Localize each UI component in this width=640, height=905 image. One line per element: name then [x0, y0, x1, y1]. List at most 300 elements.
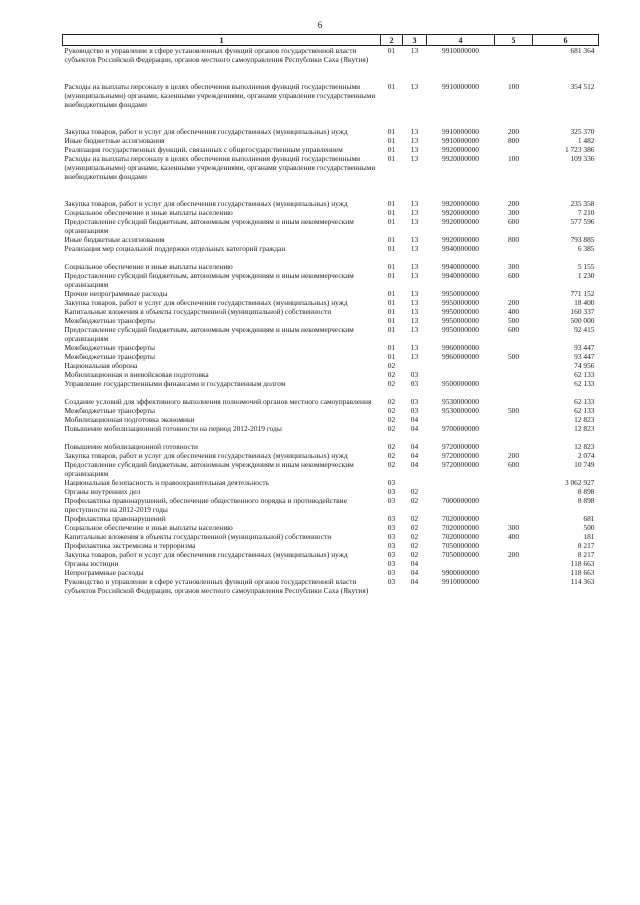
subsection-code: 04 — [410, 415, 419, 424]
target-article-code: 7050000000 — [442, 550, 479, 559]
item-name: Руководство и управление в сфере установленных функций органов государственной власти субъектов Российской Федерации, органов местного самоуправления Республики Саха (Якутия) — [64, 577, 369, 595]
item-name: Межбюджетные трансферты — [64, 406, 155, 415]
expense-type-code — [495, 145, 533, 154]
amount: 93 447 — [574, 343, 595, 352]
expense-type-code — [495, 442, 533, 451]
table-row — [63, 46, 599, 65]
amount: 1 482 — [577, 136, 595, 145]
subsection-code: 02 — [410, 541, 419, 550]
subsection-code: 04 — [410, 577, 419, 586]
expense-type-code: 500 — [507, 316, 520, 325]
item-name: Реализация государственных функций, связанных с общегосударственным управлением — [64, 145, 343, 154]
subsection-code: 13 — [410, 145, 419, 154]
section-code: 01 — [387, 343, 396, 352]
subsection-code: 03 — [410, 370, 419, 379]
section-code: 01 — [387, 235, 396, 244]
section-code: 01 — [387, 82, 396, 91]
expense-type-code — [495, 361, 533, 370]
expense-type-code — [495, 397, 533, 406]
target-article-code — [427, 487, 495, 496]
item-name: Повышение мобилизационной готовности — [64, 442, 199, 451]
item-name: Органы внутренних дел — [64, 487, 141, 496]
section-code: 02 — [387, 361, 396, 370]
section-code: 02 — [387, 442, 396, 451]
amount: 12 823 — [574, 442, 595, 451]
subsection-code: 13 — [410, 325, 419, 334]
target-article-code: 9500000000 — [442, 379, 479, 388]
amount: 114 363 — [570, 577, 595, 586]
target-article-code: 9910000000 — [442, 577, 479, 586]
amount: 109 336 — [570, 154, 595, 163]
item-name: Повышение мобилизационной готовности на период 2012-2019 годы — [64, 424, 282, 433]
expense-type-code: 200 — [507, 550, 520, 559]
section-code: 02 — [387, 379, 396, 388]
table-header-row — [63, 35, 599, 46]
section-code: 03 — [387, 532, 396, 541]
amount: 160 337 — [570, 307, 595, 316]
expense-type-code — [495, 496, 533, 514]
section-code: 01 — [387, 298, 396, 307]
amount: 181 — [583, 532, 595, 541]
amount: 5 155 — [577, 262, 595, 271]
expense-type-code: 300 — [507, 262, 520, 271]
table-row — [63, 397, 599, 406]
section-code: 02 — [387, 406, 396, 415]
subsection-code: 13 — [410, 262, 419, 271]
amount: 8 217 — [577, 550, 595, 559]
subsection-code: 13 — [410, 154, 419, 163]
table-row — [63, 145, 599, 154]
target-article-code: 9960000000 — [442, 343, 479, 352]
section-code: 03 — [387, 541, 396, 550]
table-row — [63, 136, 599, 145]
item-name: Руководство и управление в сфере установленных функций органов государственной власти субъектов Российской Федерации, органов местного самоуправления Республики Саха (Якутия) — [64, 46, 369, 64]
subsection-code: 04 — [410, 451, 419, 460]
item-name: Иные бюджетные ассигнования — [64, 235, 165, 244]
target-article-code: 9920000000 — [442, 208, 479, 217]
table-row — [63, 478, 599, 487]
table-row — [63, 244, 599, 253]
item-name: Предоставление субсидий бюджетным, автономным учреждениям и иным некоммерческим организациям — [64, 217, 354, 235]
section-code: 01 — [387, 307, 396, 316]
amount: 12 823 — [574, 424, 595, 433]
item-name: Закупка товаров, работ и услуг для обеспечения государственных (муниципальных) нужд — [64, 451, 348, 460]
expense-type-code — [495, 559, 533, 568]
table-row — [63, 406, 599, 415]
expense-type-code: 600 — [507, 217, 520, 226]
amount: 354 512 — [570, 82, 595, 91]
item-name: Национальная оборона — [64, 361, 138, 370]
item-name: Профилактика экстремизма и терроризма — [64, 541, 196, 550]
section-code: 03 — [387, 577, 396, 586]
expense-type-code — [495, 289, 533, 298]
table-row — [63, 487, 599, 496]
column-header: 4 — [427, 35, 495, 46]
table-row — [63, 451, 599, 460]
table-row — [63, 289, 599, 298]
subsection-code: 03 — [410, 406, 419, 415]
subsection-code: 13 — [410, 82, 419, 91]
section-code: 03 — [387, 496, 396, 505]
subsection-code: 03 — [410, 379, 419, 388]
item-name: Предоставление субсидий бюджетным, автономным учреждениям и иным некоммерческим организациям — [64, 271, 354, 289]
section-code: 01 — [387, 46, 396, 55]
subsection-code: 13 — [410, 46, 419, 55]
amount: 1 230 — [577, 271, 595, 280]
table-row — [63, 568, 599, 577]
section-code: 01 — [387, 154, 396, 163]
section-code: 02 — [387, 397, 396, 406]
target-article-code: 7020000000 — [442, 532, 479, 541]
table-row — [63, 415, 599, 424]
target-article-code: 9720000000 — [442, 460, 479, 469]
target-article-code: 9910000000 — [442, 82, 479, 91]
subsection-code: 04 — [410, 460, 419, 469]
table-row — [63, 361, 599, 370]
target-article-code: 9910000000 — [442, 127, 479, 136]
expense-type-code: 800 — [507, 235, 520, 244]
target-article-code: 7020000000 — [442, 514, 479, 523]
row-spacer — [63, 181, 599, 199]
budget-table — [62, 34, 599, 595]
amount: 793 885 — [570, 235, 595, 244]
target-article-code: 9950000000 — [442, 298, 479, 307]
amount: 500 000 — [570, 316, 595, 325]
amount: 62 133 — [574, 406, 595, 415]
amount: 7 210 — [577, 208, 595, 217]
table-row — [63, 370, 599, 379]
amount: 8 898 — [577, 496, 595, 505]
section-code: 01 — [387, 352, 396, 361]
subsection-code: 04 — [410, 424, 419, 433]
table-row — [63, 82, 599, 109]
target-article-code: 9950000000 — [442, 307, 479, 316]
table-row — [63, 532, 599, 541]
item-name: Предоставление субсидий бюджетным, автономным учреждениям и иным некоммерческим организациям — [64, 460, 354, 478]
table-row — [63, 541, 599, 550]
table-row — [63, 235, 599, 244]
item-name: Непрограммные расходы — [64, 568, 144, 577]
table-row — [63, 523, 599, 532]
target-article-code: 7050000000 — [442, 541, 479, 550]
item-name: Управление государственными финансами и государственным долгом — [64, 379, 286, 388]
target-article-code: 9920000000 — [442, 199, 479, 208]
table-row — [63, 343, 599, 352]
subsection-code: 13 — [410, 199, 419, 208]
expense-type-code: 600 — [507, 325, 520, 334]
target-article-code: 9720000000 — [442, 442, 479, 451]
target-article-code: 9960000000 — [442, 352, 479, 361]
amount: 92 415 — [574, 325, 595, 334]
item-name: Межбюджетные трансферты — [64, 352, 155, 361]
target-article-code — [427, 361, 495, 370]
column-header: 6 — [533, 35, 599, 46]
item-name: Органы юстиции — [64, 559, 119, 568]
expense-type-code: 200 — [507, 298, 520, 307]
table-row — [63, 352, 599, 361]
section-code: 03 — [387, 568, 396, 577]
subsection-code: 04 — [410, 568, 419, 577]
amount: 681 — [583, 514, 595, 523]
table-row — [63, 559, 599, 568]
section-code: 03 — [387, 487, 396, 496]
expense-type-code: 800 — [507, 136, 520, 145]
amount: 771 152 — [570, 289, 595, 298]
subsection-code: 13 — [410, 343, 419, 352]
table-row — [63, 271, 599, 289]
amount: 500 — [583, 523, 595, 532]
subsection-code: 13 — [410, 316, 419, 325]
item-name: Межбюджетные трансферты — [64, 343, 155, 352]
subsection-code: 13 — [410, 352, 419, 361]
target-article-code: 9530000000 — [442, 406, 479, 415]
target-article-code: 9940000000 — [442, 262, 479, 271]
column-header: 3 — [403, 35, 427, 46]
table-row — [63, 379, 599, 388]
item-name: Закупка товаров, работ и услуг для обеспечения государственных (муниципальных) нужд — [64, 550, 348, 559]
expense-type-code: 400 — [507, 307, 520, 316]
amount: 93 447 — [574, 352, 595, 361]
table-row — [63, 577, 599, 595]
item-name: Закупка товаров, работ и услуг для обеспечения государственных (муниципальных) нужд — [64, 199, 348, 208]
table-row — [63, 262, 599, 271]
subsection-code: 13 — [410, 271, 419, 280]
table-row — [63, 496, 599, 514]
target-article-code: 9900000000 — [442, 568, 479, 577]
expense-type-code: 200 — [507, 127, 520, 136]
amount: 74 956 — [574, 361, 595, 370]
column-header: 5 — [495, 35, 533, 46]
item-name: Реализация мер социальной поддержки отдельных категорий граждан — [64, 244, 286, 253]
table-row — [63, 307, 599, 316]
page-number: 6 — [317, 20, 323, 30]
target-article-code: 9920000000 — [442, 217, 479, 226]
section-code: 01 — [387, 325, 396, 334]
section-code: 01 — [387, 217, 396, 226]
expense-type-code — [495, 514, 533, 523]
section-code: 03 — [387, 478, 396, 487]
amount: 2 074 — [577, 451, 595, 460]
column-header: 1 — [63, 35, 381, 46]
amount: 1 723 386 — [564, 145, 595, 154]
row-spacer — [63, 64, 599, 82]
subsection-code: 02 — [410, 487, 419, 496]
section-code: 02 — [387, 370, 396, 379]
subsection-code: 02 — [410, 523, 419, 532]
item-name: Профилактика правонарушений, обеспечение общественного порядка и противодействие преступности на 2012-2019 годы — [64, 496, 347, 514]
subsection-code: 02 — [410, 550, 419, 559]
target-article-code: 9950000000 — [442, 325, 479, 334]
item-name: Расходы на выплаты персоналу в целях обеспечения выполнения функций государственными (муниципальными) органами, казенными учреждениями, органами управления государственными внебюджетными фондами — [64, 82, 376, 109]
section-code: 01 — [387, 289, 396, 298]
item-name: Прочие непрограммные расходы — [64, 289, 168, 298]
section-code: 01 — [387, 316, 396, 325]
table-row — [63, 154, 599, 181]
target-article-code: 9920000000 — [442, 235, 479, 244]
amount: 577 596 — [570, 217, 595, 226]
target-article-code: 9910000000 — [442, 46, 479, 55]
table-body — [63, 46, 599, 596]
section-code: 02 — [387, 424, 396, 433]
target-article-code — [427, 370, 495, 379]
row-spacer — [63, 433, 599, 442]
section-code: 01 — [387, 127, 396, 136]
subsection-code: 13 — [410, 298, 419, 307]
section-code: 01 — [387, 136, 396, 145]
target-article-code: 9920000000 — [442, 154, 479, 163]
expense-type-code — [495, 577, 533, 595]
amount: 8 898 — [577, 487, 595, 496]
target-article-code: 9910000000 — [442, 136, 479, 145]
expense-type-code — [495, 487, 533, 496]
subsection-code: 13 — [410, 136, 419, 145]
table-row — [63, 514, 599, 523]
expense-type-code: 300 — [507, 208, 520, 217]
subsection-code: 13 — [410, 307, 419, 316]
expense-type-code: 200 — [507, 199, 520, 208]
section-code: 03 — [387, 514, 396, 523]
target-article-code — [427, 559, 495, 568]
amount: 12 823 — [574, 415, 595, 424]
expense-type-code: 200 — [507, 451, 520, 460]
section-code: 01 — [387, 271, 396, 280]
target-article-code: 9950000000 — [442, 289, 479, 298]
amount: 3 062 927 — [564, 478, 595, 487]
column-header: 2 — [381, 35, 403, 46]
section-code: 02 — [387, 460, 396, 469]
section-code: 01 — [387, 145, 396, 154]
expense-type-code — [495, 46, 533, 65]
section-code: 02 — [387, 415, 396, 424]
subsection-code — [403, 361, 427, 370]
expense-type-code — [495, 541, 533, 550]
item-name: Межбюджетные трансферты — [64, 316, 155, 325]
target-article-code: 9700000000 — [442, 424, 479, 433]
table-row — [63, 217, 599, 235]
expense-type-code — [495, 415, 533, 424]
amount: 6 385 — [577, 244, 595, 253]
item-name: Профилактика правонарушений — [64, 514, 166, 523]
expense-type-code: 100 — [507, 82, 520, 91]
table-row — [63, 199, 599, 208]
target-article-code: 7020000000 — [442, 523, 479, 532]
section-code: 03 — [387, 523, 396, 532]
subsection-code: 13 — [410, 244, 419, 253]
amount: 8 217 — [577, 541, 595, 550]
expense-type-code — [495, 343, 533, 352]
target-article-code — [427, 478, 495, 487]
target-article-code — [427, 415, 495, 424]
item-name: Иные бюджетные ассигнования — [64, 136, 165, 145]
row-spacer — [63, 109, 599, 127]
subsection-code: 02 — [410, 532, 419, 541]
subsection-code: 02 — [410, 514, 419, 523]
target-article-code: 7000000000 — [442, 496, 479, 505]
expense-type-code — [495, 568, 533, 577]
table-row — [63, 316, 599, 325]
table-row — [63, 442, 599, 451]
expense-type-code: 500 — [507, 352, 520, 361]
amount: 235 358 — [570, 199, 595, 208]
item-name: Социальное обеспечение и иные выплаты населению — [64, 523, 233, 532]
table-row — [63, 460, 599, 478]
amount: 118 663 — [570, 559, 595, 568]
section-code: 01 — [387, 262, 396, 271]
item-name: Расходы на выплаты персоналу в целях обеспечения выполнения функций государственными (муниципальными) органами, казенными учреждениями, органами управления государственными внебюджетными фондами — [64, 154, 376, 181]
target-article-code: 9920000000 — [442, 145, 479, 154]
item-name: Социальное обеспечение и иные выплаты населению — [64, 208, 233, 217]
amount: 681 364 — [570, 46, 595, 55]
expense-type-code — [495, 379, 533, 388]
subsection-code: 04 — [410, 559, 419, 568]
item-name: Национальная безопасность и правоохранительная деятельность — [64, 478, 269, 487]
subsection-code: 13 — [410, 127, 419, 136]
item-name: Закупка товаров, работ и услуг для обеспечения государственных (муниципальных) нужд — [64, 127, 348, 136]
target-article-code: 9940000000 — [442, 271, 479, 280]
target-article-code: 9940000000 — [442, 244, 479, 253]
subsection-code: 13 — [410, 235, 419, 244]
item-name: Мобилизационная подготовка экономики — [64, 415, 195, 424]
amount: 62 133 — [574, 397, 595, 406]
subsection-code: 02 — [410, 496, 419, 505]
target-article-code: 9530000000 — [442, 397, 479, 406]
table-row — [63, 127, 599, 136]
amount: 18 400 — [574, 298, 595, 307]
expense-type-code — [495, 244, 533, 253]
item-name: Закупка товаров, работ и услуг для обеспечения государственных (муниципальных) нужд — [64, 298, 348, 307]
expense-type-code — [495, 478, 533, 487]
expense-type-code: 600 — [507, 460, 520, 469]
item-name: Предоставление субсидий бюджетным, автономным учреждениям и иным некоммерческим организациям — [64, 325, 354, 343]
item-name: Капитальные вложения в объекты государственной (муниципальной) собственности — [64, 307, 332, 316]
item-name: Создание условий для эффективного выполнения полномочий органов местного самоуправления — [64, 397, 372, 406]
expense-type-code — [495, 370, 533, 379]
target-article-code: 9720000000 — [442, 451, 479, 460]
amount: 118 663 — [570, 568, 595, 577]
amount: 325 370 — [570, 127, 595, 136]
item-name: Мобилизационная и вневойсковая подготовка — [64, 370, 209, 379]
table-row — [63, 325, 599, 343]
expense-type-code: 100 — [507, 154, 520, 163]
expense-type-code: 600 — [507, 271, 520, 280]
row-spacer — [63, 388, 599, 397]
subsection-code: 13 — [410, 217, 419, 226]
table-row — [63, 298, 599, 307]
table-row — [63, 550, 599, 559]
section-code: 02 — [387, 451, 396, 460]
subsection-code: 03 — [410, 397, 419, 406]
section-code: 01 — [387, 244, 396, 253]
amount: 62 133 — [574, 379, 595, 388]
section-code: 03 — [387, 559, 396, 568]
section-code: 01 — [387, 199, 396, 208]
item-name: Социальное обеспечение и иные выплаты населению — [64, 262, 233, 271]
section-code: 03 — [387, 550, 396, 559]
amount: 10 749 — [574, 460, 595, 469]
subsection-code — [403, 478, 427, 487]
amount: 62 133 — [574, 370, 595, 379]
subsection-code: 13 — [410, 208, 419, 217]
expense-type-code — [495, 424, 533, 433]
table-row — [63, 424, 599, 433]
table-row — [63, 208, 599, 217]
expense-type-code: 300 — [507, 523, 520, 532]
subsection-code: 13 — [410, 289, 419, 298]
row-spacer — [63, 253, 599, 262]
expense-type-code: 400 — [507, 532, 520, 541]
target-article-code: 9950000000 — [442, 316, 479, 325]
expense-type-code: 500 — [507, 406, 520, 415]
